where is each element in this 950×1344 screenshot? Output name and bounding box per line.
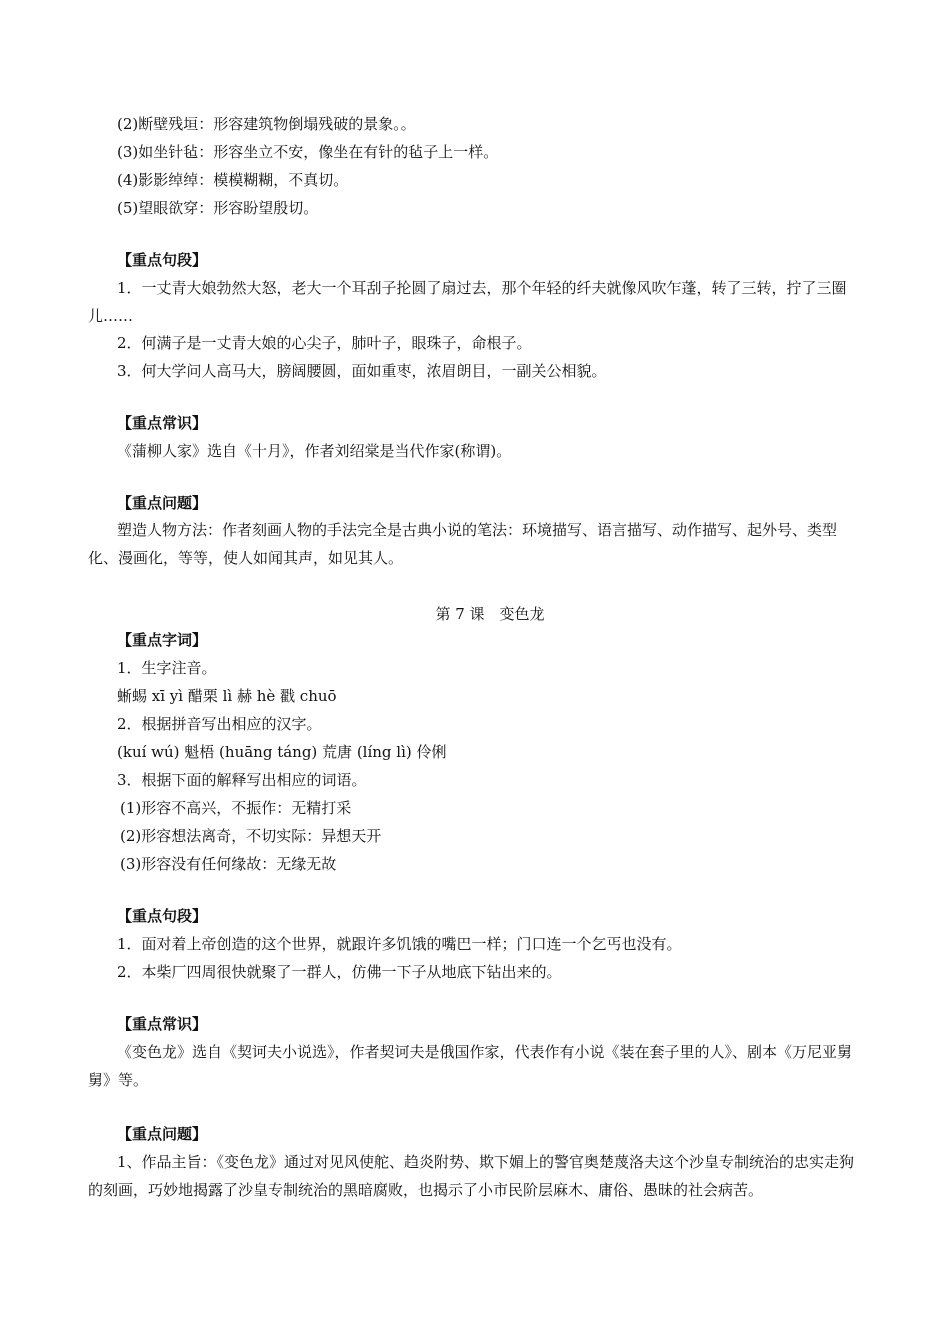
- key-issue-text-2: 1、作品主旨：《变色龙》通过对见风使舵、趋炎附势、欺下媚上的警官奥楚蔑洛夫这个沙皇专制统治的忠实走狗的刻画，巧妙地揭露了沙皇专制统治的黑暗腐败，也揭示了小市民阶层麻木、庸俗、愚昧的社会病苦。: [88, 1153, 855, 1199]
- lesson-title: 第 7 课 变色龙: [435, 605, 545, 623]
- key-words-heading: 【重点字词】: [117, 631, 208, 649]
- key-issue-heading-2: 【重点问题】: [117, 1125, 208, 1143]
- key-knowledge-heading: 【重点常识】: [117, 414, 208, 432]
- key-sentences-heading: 【重点句段】: [117, 251, 208, 269]
- key-knowledge-text: 《蒲柳人家》选自《十月》，作者刘绍棠是当代作家(称谓)。: [117, 442, 512, 460]
- word-line-4: (kuí wú) 魁梧 (huāng táng) 荒唐 (líng lì) 伶俐: [117, 743, 447, 761]
- definition-item-5: (5)望眼欲穿：形容盼望殷切。: [117, 199, 319, 217]
- definition-item-4: (4)影影绰绰：模模糊糊，不真切。: [117, 171, 349, 189]
- word-line-7: (2)形容想法离奇，不切实际：异想天开: [120, 827, 382, 845]
- word-line-5: 3．根据下面的解释写出相应的词语。: [117, 771, 367, 789]
- key-knowledge-text-2: 《变色龙》选自《契诃夫小说选》，作者契诃夫是俄国作家，代表作有小说《装在套子里的人》、剧本《万尼亚舅舅》等。: [88, 1043, 853, 1089]
- key-sentence-7-2: 2．本柴厂四周很快就聚了一群人，仿佛一下子从地底下钻出来的。: [117, 963, 562, 981]
- key-sentence-7-1: 1．面对着上帝创造的这个世界，就跟许多饥饿的嘴巴一样；门口连一个乞丐也没有。: [117, 935, 682, 953]
- word-line-8: (3)形容没有任何缘故：无缘无故: [120, 855, 337, 873]
- key-knowledge-heading-2: 【重点常识】: [117, 1015, 208, 1033]
- key-issue-text: 塑造人物方法：作者刻画人物的手法完全是古典小说的笔法：环境描写、语言描写、动作描写、起外号、类型化、漫画化，等等，使人如闻其声，如见其人。: [88, 521, 838, 567]
- key-sentence-2: 2．何满子是一丈青大娘的心尖子，肺叶子，眼珠子，命根子。: [117, 334, 532, 352]
- word-line-2: 蜥蜴 xī yì 醋栗 lì 赫 hè 戳 chuō: [117, 687, 337, 705]
- word-line-3: 2．根据拼音写出相应的汉字。: [117, 715, 322, 733]
- key-issue-heading: 【重点问题】: [117, 494, 208, 512]
- definition-item-2: (2)断壁残垣：形容建筑物倒塌残破的景象。。: [117, 115, 416, 133]
- key-sentences-heading-2: 【重点句段】: [117, 907, 208, 925]
- key-sentence-1: 1．一丈青大娘勃然大怒，老大一个耳刮子抡圆了扇过去，那个年轻的纤夫就像风吹乍蓬，转了三转，拧了三圈儿……: [88, 279, 847, 325]
- word-line-1: 1．生字注音。: [117, 659, 217, 677]
- key-sentence-3: 3．何大学问人高马大，膀阔腰圆，面如重枣，浓眉朗目，一副关公相貌。: [117, 362, 607, 380]
- definition-item-3: (3)如坐针毡：形容坐立不安，像坐在有针的毡子上一样。: [117, 143, 499, 161]
- word-line-6: (1)形容不高兴，不振作：无精打采: [120, 799, 352, 817]
